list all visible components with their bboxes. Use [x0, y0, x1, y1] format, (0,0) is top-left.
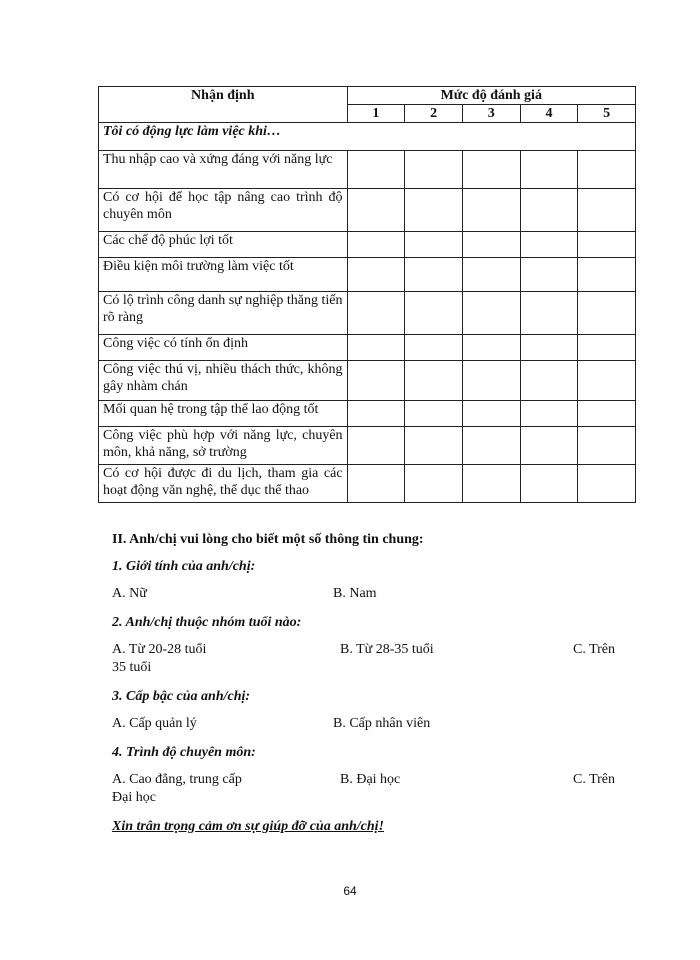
rating-cell[interactable]	[347, 151, 405, 189]
rating-cell[interactable]	[462, 292, 520, 335]
rating-cell[interactable]	[405, 335, 463, 361]
scale-5: 5	[578, 105, 636, 123]
rating-cell[interactable]	[578, 189, 636, 232]
table-row	[99, 401, 636, 427]
q4-option-c[interactable]: C. Trên	[573, 772, 616, 787]
q2-option-b[interactable]: B. Từ 28-35 tuổi	[340, 642, 434, 657]
rating-cell[interactable]	[520, 401, 578, 427]
q1-option-a[interactable]: A. Nữ	[112, 586, 147, 601]
rating-cell[interactable]	[578, 232, 636, 258]
table-row	[99, 361, 636, 401]
table-row	[99, 427, 636, 465]
page-number: 64	[343, 884, 357, 898]
rating-cell[interactable]	[405, 361, 463, 401]
rating-cell[interactable]	[405, 292, 463, 335]
table-row	[99, 151, 636, 189]
rating-cell[interactable]	[578, 151, 636, 189]
rating-cell[interactable]	[405, 151, 463, 189]
rating-cell[interactable]	[520, 335, 578, 361]
rating-cell[interactable]	[520, 189, 578, 232]
scale-2: 2	[405, 105, 463, 123]
rating-cell[interactable]	[578, 427, 636, 465]
q4-option-a[interactable]: A. Cao đẳng, trung cấp	[112, 772, 242, 787]
rating-cell[interactable]	[520, 258, 578, 292]
statement-cell: Công việc có tính ổn định	[99, 335, 348, 361]
question-4-title: 4. Trình độ chuyên môn:	[112, 745, 256, 760]
rating-cell[interactable]	[462, 258, 520, 292]
table-row	[99, 292, 636, 335]
rating-cell[interactable]	[578, 361, 636, 401]
rating-cell[interactable]	[405, 427, 463, 465]
rating-cell[interactable]	[578, 401, 636, 427]
q2-option-c[interactable]: C. Trên	[573, 642, 616, 657]
statement-cell: Công việc thú vị, nhiều thách thức, không gây nhàm chán	[99, 361, 348, 401]
rating-cell[interactable]	[462, 189, 520, 232]
table-row	[99, 335, 636, 361]
rating-cell[interactable]	[405, 189, 463, 232]
survey-table	[98, 86, 636, 503]
rating-cell[interactable]	[405, 232, 463, 258]
rating-cell[interactable]	[520, 232, 578, 258]
table-row	[99, 258, 636, 292]
statement-cell: Có cơ hội để học tập nâng cao trình độ chuyên môn	[99, 189, 348, 232]
rating-cell[interactable]	[347, 361, 405, 401]
q1-option-b[interactable]: B. Nam	[333, 586, 377, 601]
rating-cell[interactable]	[520, 465, 578, 503]
q4-option-c-cont: Đại học	[112, 790, 156, 805]
rating-cell[interactable]	[462, 151, 520, 189]
statement-cell: Công việc phù hợp với năng lực, chuyên môn, khả năng, sở trường	[99, 427, 348, 465]
statement-cell: Có cơ hội được đi du lịch, tham gia các hoạt động văn nghệ, thể dục thể thao	[99, 465, 348, 503]
rating-cell[interactable]	[520, 151, 578, 189]
rating-cell[interactable]	[462, 427, 520, 465]
scale-3: 3	[462, 105, 520, 123]
rating-cell[interactable]	[347, 401, 405, 427]
rating-cell[interactable]	[578, 292, 636, 335]
rating-cell[interactable]	[347, 335, 405, 361]
rating-cell[interactable]	[405, 401, 463, 427]
thanks-note: Xin trân trọng cảm ơn sự giúp đỡ của anh/chị!	[112, 819, 384, 834]
rating-cell[interactable]	[462, 232, 520, 258]
question-3-title: 3. Cấp bậc của anh/chị:	[112, 689, 251, 704]
question-2-title: 2. Anh/chị thuộc nhóm tuổi nào:	[112, 615, 302, 630]
q3-option-a[interactable]: A. Cấp quản lý	[112, 716, 197, 731]
statement-cell: Các chế độ phúc lợi tốt	[99, 232, 348, 258]
rating-cell[interactable]	[347, 189, 405, 232]
rating-cell[interactable]	[347, 427, 405, 465]
table-row	[99, 465, 636, 503]
table-row	[99, 232, 636, 258]
scale-1: 1	[347, 105, 405, 123]
statement-cell: Có lộ trình công danh sự nghiệp thăng tiến rõ ràng	[99, 292, 348, 335]
q2-option-c-cont: 35 tuổi	[112, 660, 152, 675]
header-rating: Mức độ đánh giá	[347, 87, 635, 105]
rating-cell[interactable]	[578, 465, 636, 503]
rating-cell[interactable]	[347, 232, 405, 258]
rating-cell[interactable]	[520, 427, 578, 465]
statement-cell: Điều kiện môi trường làm việc tốt	[99, 258, 348, 292]
scale-4: 4	[520, 105, 578, 123]
part2-heading: II. Anh/chị vui lòng cho biết một số thông tin chung:	[112, 532, 424, 547]
rating-cell[interactable]	[347, 292, 405, 335]
section-title: Tôi có động lực làm việc khi…	[99, 123, 636, 151]
rating-cell[interactable]	[520, 292, 578, 335]
rating-cell[interactable]	[347, 465, 405, 503]
rating-cell[interactable]	[462, 401, 520, 427]
question-1-title: 1. Giới tính của anh/chị:	[112, 559, 256, 574]
q4-option-b[interactable]: B. Đại học	[340, 772, 401, 787]
rating-cell[interactable]	[578, 335, 636, 361]
rating-cell[interactable]	[405, 465, 463, 503]
rating-cell[interactable]	[462, 335, 520, 361]
statement-cell: Mối quan hệ trong tập thể lao động tốt	[99, 401, 348, 427]
rating-cell[interactable]	[520, 361, 578, 401]
header-statement: Nhận định	[99, 87, 348, 123]
rating-cell[interactable]	[462, 465, 520, 503]
q2-option-a[interactable]: A. Từ 20-28 tuổi	[112, 642, 207, 657]
rating-cell[interactable]	[405, 258, 463, 292]
statement-cell: Thu nhập cao và xứng đáng với năng lực	[99, 151, 348, 189]
rating-cell[interactable]	[462, 361, 520, 401]
table-row	[99, 189, 636, 232]
q3-option-b[interactable]: B. Cấp nhân viên	[333, 716, 431, 731]
rating-cell[interactable]	[578, 258, 636, 292]
rating-cell[interactable]	[347, 258, 405, 292]
